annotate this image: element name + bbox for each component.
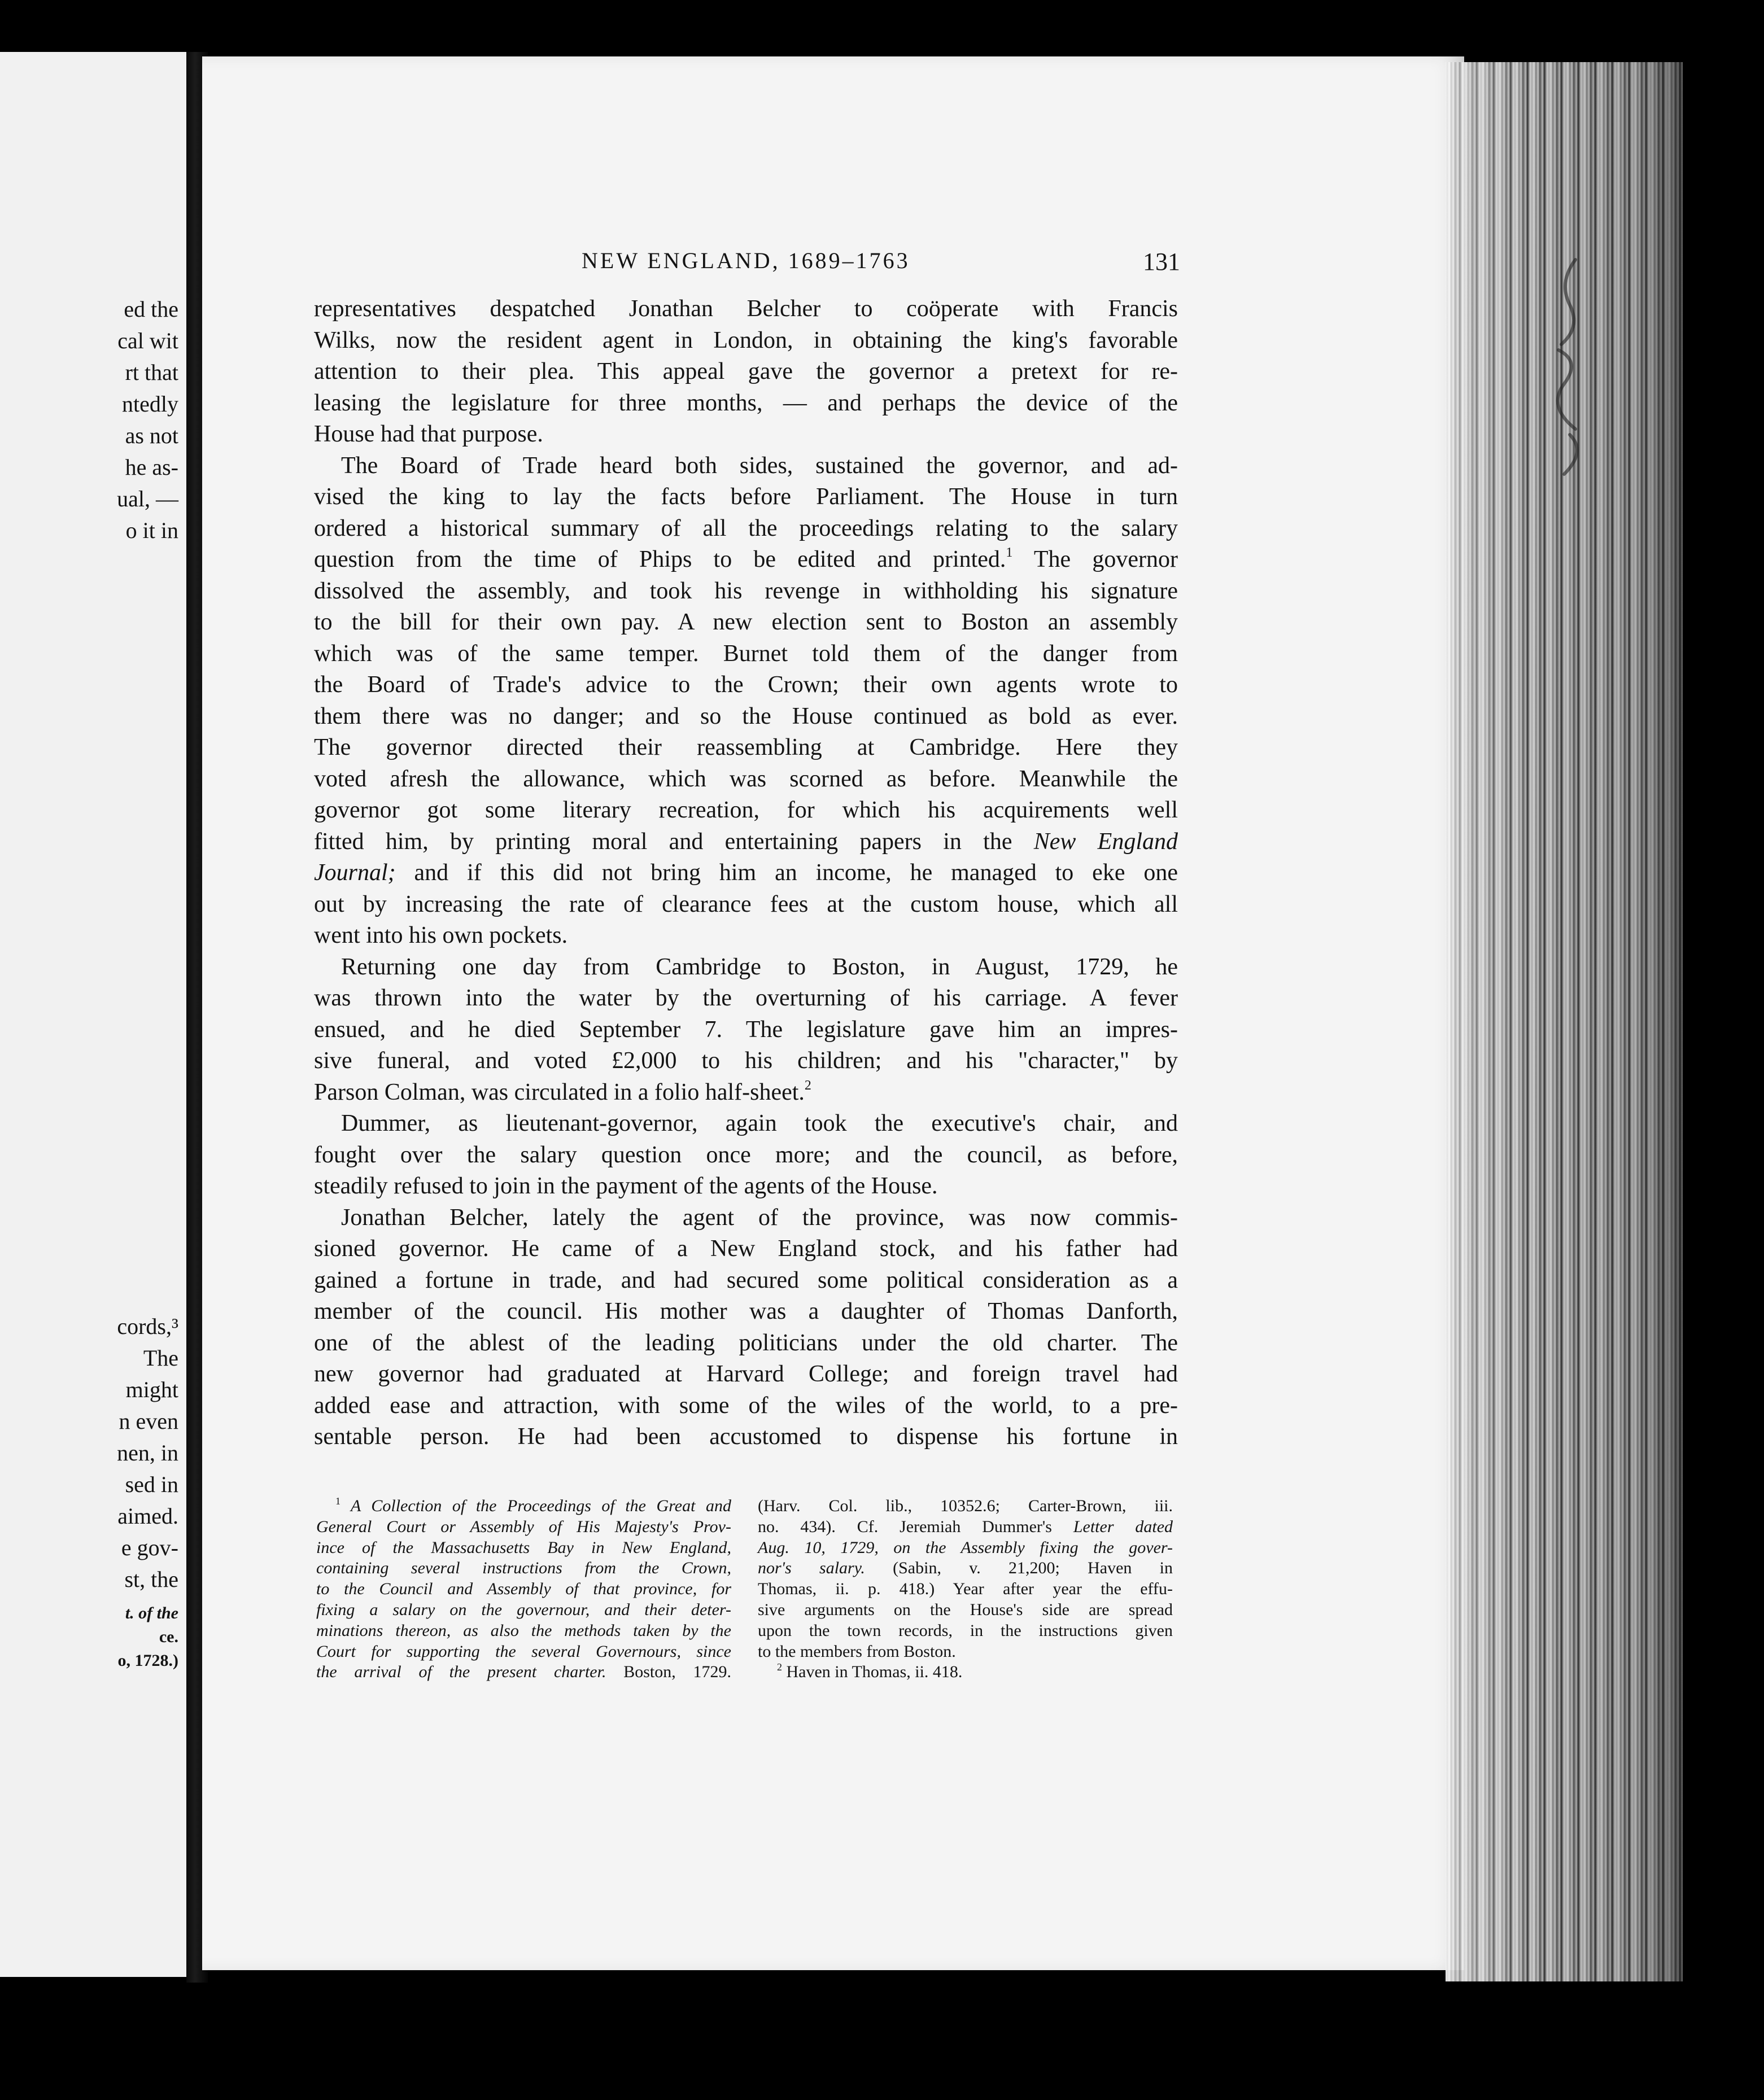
text-run: Letter dated [1073,1517,1173,1536]
text-line: gained a fortune in trade, and had secured some political consideration as a [314,1267,1178,1293]
text-line [314,1077,1178,1109]
text-line: fought over the salary question once more; and the council, as before, [314,1141,1178,1168]
text-line: added ease and attraction, with some of the wiles of the world, to a pre- [314,1392,1178,1419]
footnote-line: ince of the Massachusetts Bay in New England, [316,1538,731,1557]
facing-page-bottom-lines [117,1311,178,1595]
text-line: one of the ablest of the leading politicians under the old charter. The [314,1329,1178,1356]
text-run: nor's salary. [758,1559,865,1578]
text-line: leasing the legislature for three months, — and perhaps the device of the [314,390,1178,416]
facing-line: cords,³ [117,1314,178,1339]
footnote-line [758,1662,1173,1683]
text-line: sive funeral, and voted £2,000 to his children; and his "character," by [314,1048,1178,1074]
footnote-line [316,1662,731,1683]
text-line: them there was no danger; and so the House continued as bold as ever. [314,703,1178,729]
text-line: House had that purpose. [314,421,543,447]
text-line: The Board of Trade heard both sides, sustained the governor, and ad- [341,452,1178,479]
footnotes [316,1496,1174,1710]
italic-title: New England [1033,828,1178,855]
running-head-title: NEW ENGLAND, 1689–1763 [582,248,910,273]
facing-note-line: ce. [159,1628,178,1646]
footnote-ref: 2 [804,1078,811,1093]
footnote-line: minations thereon, as also the methods taken by the [316,1621,731,1640]
facing-line: rt that [125,360,178,385]
text-line [314,544,1178,576]
text-line: Wilks, now the resident agent in London, in obtaining the king's favorable [314,327,1178,353]
text-run: A Collection of the Proceedings of the Great and [351,1497,731,1515]
facing-line: might [125,1377,178,1402]
text-line: ordered a historical summary of all the proceedings relating to the salary [314,515,1178,541]
footnote-line: to the Council and Assembly of that province, for [316,1580,731,1599]
facing-line: e gov- [121,1535,178,1560]
facing-line: ed the [124,296,178,322]
text-line: The governor directed their reassembling at Cambridge. Here they [314,734,1178,760]
facing-line: The [143,1345,178,1371]
facing-note-line: o, 1728.) [117,1651,178,1670]
text-run: the arrival of the present charter. [316,1663,606,1682]
facing-line: sed in [125,1472,178,1497]
facing-line: o it in [125,518,178,543]
text-line: to the bill for their own pay. A new election sent to Boston an assembly [314,609,1178,635]
facing-note-line: t. of the [125,1604,178,1622]
text-run: no. 434). Cf. Jeremiah Dummer's [758,1517,1073,1536]
footnote-line: General Court or Assembly of His Majesty's Prov- [316,1517,731,1536]
footnote-line: fixing a salary on the governour, and their deter- [316,1600,731,1619]
text-line: representatives despatched Jonathan Belcher to coöperate with Francis [314,296,1178,322]
handwritten-marks [1536,248,1604,485]
text-run: Boston, 1729. [606,1663,731,1682]
body-text [314,294,1178,1453]
facing-line: cal wit [117,328,178,353]
footnote-column-left [316,1496,731,1683]
footnote-marker: 2 [777,1661,782,1673]
footnote-column-right [758,1496,1173,1683]
footnote-line: upon the town records, in the instructions given [758,1621,1173,1640]
text-run: The governor [1012,546,1178,572]
text-line [314,826,1178,858]
facing-page-note-lines [118,1602,179,1673]
footnote-line [758,1517,1173,1538]
text-line: sentable person. He had been accustomed to dispense his fortune in [314,1424,1178,1450]
facing-line: n even [119,1408,178,1434]
text-line: the Board of Trade's advice to the Crown; their own agents wrote to [314,672,1178,698]
footnote-marker: 1 [335,1495,340,1507]
italic-title: Journal; [314,860,396,886]
facing-line: ual, — [117,486,178,511]
footnote-line [758,1558,1173,1579]
text-run: fitted him, by printing moral and entertaining papers in the [314,828,1034,855]
facing-line: he as- [125,454,178,480]
text-line: voted afresh the allowance, which was scorned as before. Meanwhile the [314,765,1178,792]
facing-line: aimed. [117,1503,178,1529]
footnote-line: sive arguments on the House's side are spread [758,1600,1173,1619]
facing-line: as not [125,423,178,448]
text-line: governor got some literary recreation, for which his acquirements well [314,797,1178,823]
text-line: ensued, and he died September 7. The legislature gave him an impres- [314,1016,1178,1043]
facing-line: nen, in [117,1440,178,1465]
running-head [316,247,1180,281]
text-line: which was of the same temper. Burnet told them of the danger from [314,640,1178,667]
footnote-line: (Harv. Col. lib., 10352.6; Carter-Brown, iii. [758,1497,1173,1515]
text-line [314,858,1178,889]
facing-page-fragment [0,52,186,1977]
footnote-line: Aug. 10, 1729, on the Assembly fixing the gover- [758,1538,1173,1557]
facing-line: ntedly [122,391,178,417]
footnote-line: containing several instructions from the Crown, [316,1559,731,1578]
text-line: was thrown into the water by the overturning of his carriage. A fever [314,985,1178,1011]
text-run: question from the time of Phips to be edited and printed. [314,546,1006,572]
text-run: Haven in Thomas, ii. 418. [782,1663,963,1682]
text-line: sioned governor. He came of a New England stock, and his father had [314,1236,1178,1262]
footnote-line: Thomas, ii. p. 418.) Year after year the effu- [758,1580,1173,1599]
text-line: member of the council. His mother was a daughter of Thomas Danforth, [314,1298,1178,1324]
text-line: vised the king to lay the facts before Parliament. The House in turn [314,484,1178,510]
footnote-ref: 1 [1006,545,1013,560]
footnote-line: to the members from Boston. [758,1642,956,1661]
text-line: dissolved the assembly, and took his revenge in withholding his signature [314,578,1178,604]
text-line: steadily refused to join in the payment of the agents of the House. [314,1173,938,1199]
text-line: attention to their plea. This appeal gave the governor a pretext for re- [314,358,1178,384]
page-number: 131 [1143,248,1180,275]
facing-page-top-lines [117,294,178,546]
text-line: new governor had graduated at Harvard College; and foreign travel had [314,1361,1178,1387]
text-line: Returning one day from Cambridge to Boston, in August, 1729, he [341,953,1178,980]
text-line: Jonathan Belcher, lately the agent of the province, was now commis- [341,1204,1178,1231]
text-run: and if this did not bring him an income, he managed to eke one [395,860,1178,886]
text-line: out by increasing the rate of clearance fees at the custom house, which all [314,891,1178,917]
facing-line: st, the [124,1567,178,1592]
text-line: Dummer, as lieutenant-governor, again took the executive's chair, and [341,1110,1178,1136]
text-line: went into his own pockets. [314,922,568,948]
footnote-line [316,1496,731,1517]
text-run: Parson Colman, was circulated in a folio half-sheet. [314,1079,805,1105]
text-run: (Sabin, v. 21,200; Haven in [864,1559,1173,1578]
footnote-line: Court for supporting the several Governours, since [316,1642,731,1661]
